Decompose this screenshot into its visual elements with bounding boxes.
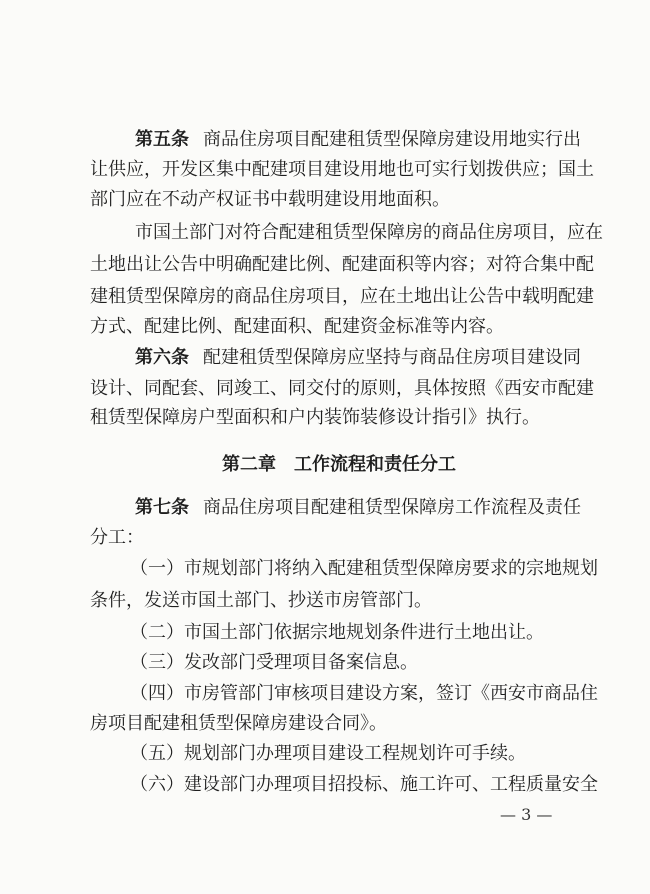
chapter2-heading-line: [0, 452, 650, 478]
article5-line1-text: 商品住房项目配建租赁型保障房建设用地实行出: [203, 129, 581, 150]
article7-line2: [0, 525, 650, 551]
article5-para2-line1-text: 市国土部门对符合配建租赁型保障房的商品住房项目，应在: [135, 222, 603, 243]
article7-label: 第七条: [135, 497, 189, 518]
article6-line2: [0, 376, 650, 402]
article5-line3-text: 部门应在不动产权证书中载明建设用地面积。: [90, 189, 450, 210]
chapter2-title: 第二章 工作流程和责任分工: [222, 454, 456, 475]
article7-item5-text: （五）规划部门办理项目建设工程规划许可手续。: [130, 743, 526, 764]
article7-item4-line2-text: 房项目配建租赁型保障房建设合同》。: [90, 713, 387, 734]
article5-para2-line4: [0, 314, 650, 340]
article5-para2-line1: [0, 220, 650, 246]
article6-line1: [0, 345, 650, 371]
article7-line1-text: 商品住房项目配建租赁型保障房工作流程及责任: [203, 497, 581, 518]
article7-item3-text: （三）发改部门受理项目备案信息。: [130, 652, 418, 673]
article6-line3: [0, 405, 650, 431]
article6-line3-text: 租赁型保障房户型面积和户内装饰装修设计指引》执行。: [90, 407, 540, 428]
article6-label: 第六条: [135, 347, 189, 368]
article7-item5: [0, 741, 650, 767]
article5-para2-line2: [0, 252, 650, 278]
article6-line2-text: 设计、同配套、同竣工、同交付的原则，具体按照《西安市配建: [90, 378, 594, 399]
article6-line1-text: 配建租赁型保障房应坚持与商品住房项目建设同: [203, 347, 581, 368]
article5-line2-text: 让供应，开发区集中配建项目建设用地也可实行划拨供应；国土: [90, 159, 594, 180]
article7-item1-line1: [0, 556, 650, 582]
article5-para2-line2-text: 土地出让公告中明确配建比例、配建面积等内容；对符合集中配: [90, 254, 594, 275]
article7-item2: [0, 620, 650, 646]
article7-item6-line1-text: （六）建设部门办理项目招投标、施工许可、工程质量安全: [130, 774, 598, 795]
article7-item4-line2: [0, 711, 650, 737]
article7-line1: [0, 495, 650, 521]
article7-item2-text: （二）市国土部门依据宗地规划条件进行土地出让。: [130, 622, 544, 643]
article7-item6-line1: [0, 772, 650, 798]
article7-item3: [0, 650, 650, 676]
page-number: — 3 —: [500, 805, 553, 824]
article7-item4-line1-text: （四）市房管部门审核项目建设方案，签订《西安市商品住: [130, 683, 598, 704]
article5-para2-line3: [0, 284, 650, 310]
article7-line2-text: 分工：: [90, 527, 144, 548]
article5-para2-line4-text: 方式、配建比例、配建面积、配建资金标准等内容。: [90, 316, 504, 337]
article5-line1: [0, 127, 650, 153]
footer-line: [0, 802, 650, 828]
article7-item1-line2-text: 条件，发送市国土部门、抄送市房管部门。: [90, 590, 432, 611]
article5-line3: [0, 187, 650, 213]
article5-para2-line3-text: 建租赁型保障房的商品住房项目，应在土地出让公告中载明配建: [90, 286, 594, 307]
article7-item1-line1-text: （一）市规划部门将纳入配建租赁型保障房要求的宗地规划: [130, 558, 598, 579]
article5-label: 第五条: [135, 129, 189, 150]
article5-line2: [0, 157, 650, 183]
article7-item4-line1: [0, 681, 650, 707]
article7-item1-line2: [0, 588, 650, 614]
